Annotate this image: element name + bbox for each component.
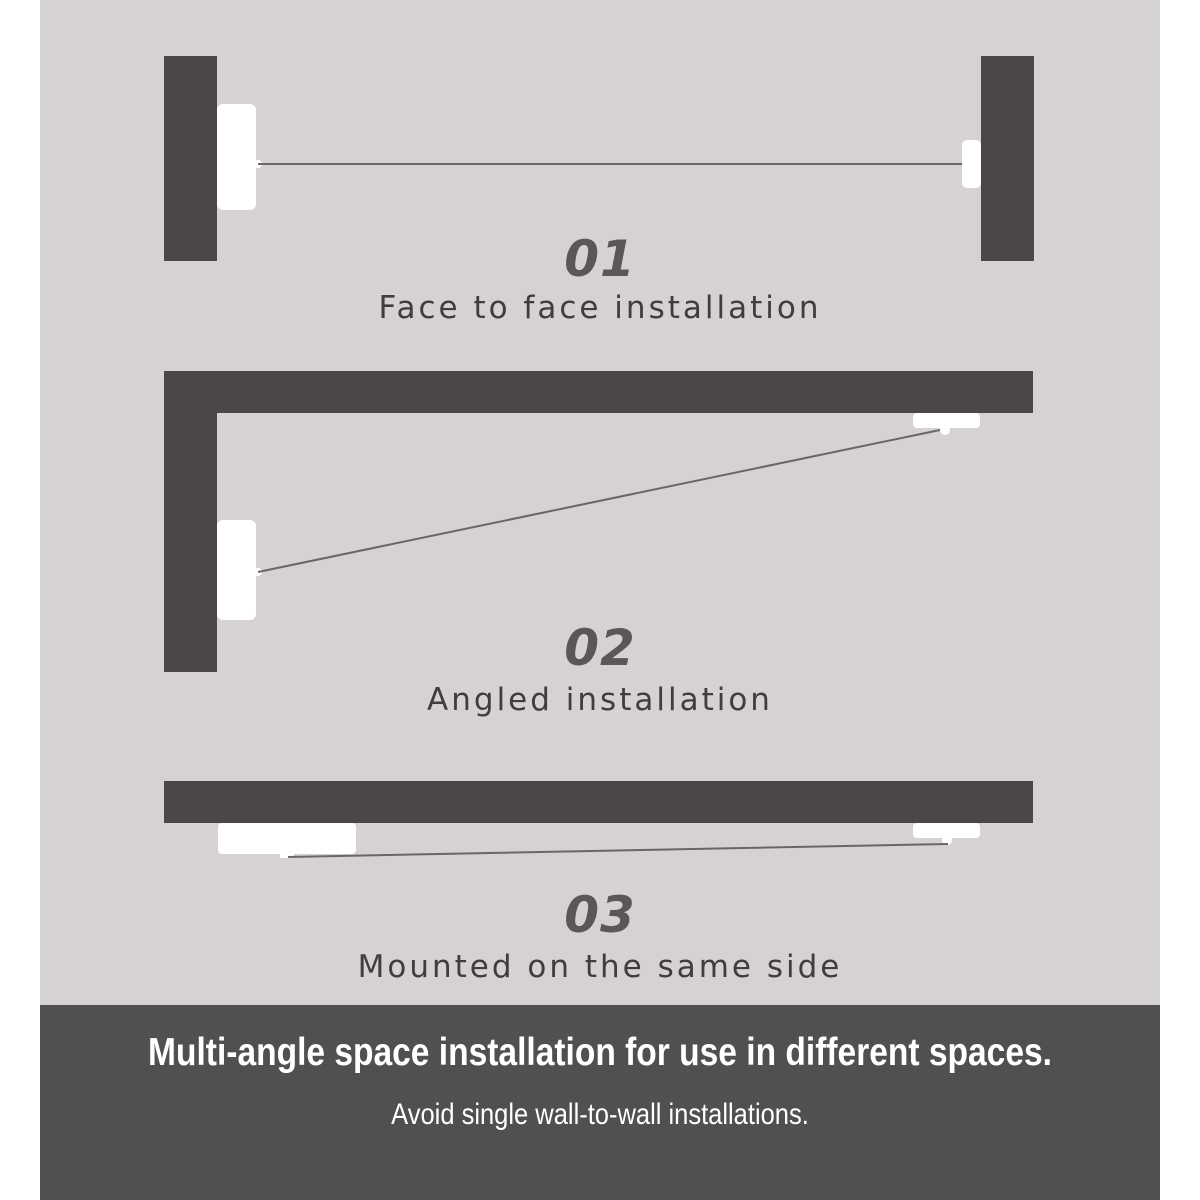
top-wall <box>164 371 1033 413</box>
retractable-line-housing <box>218 823 356 854</box>
banner-title: Multi-angle space installation for use in different spaces. <box>148 1031 1052 1074</box>
step-label-same-side: Mounted on the same side <box>357 949 843 985</box>
retractable-line-housing <box>217 520 256 620</box>
line-hook-mount <box>962 140 981 188</box>
retractable-line-housing <box>217 104 256 210</box>
clothesline <box>288 844 948 857</box>
step-number-01: 01 <box>564 230 636 288</box>
same-side-diagram <box>164 781 1033 858</box>
ceiling-wall <box>164 781 1033 823</box>
right-wall <box>981 56 1034 261</box>
banner-subtitle: Avoid single wall-to-wall installations. <box>391 1098 809 1131</box>
step-number-02: 02 <box>564 619 636 677</box>
step-number-03: 03 <box>564 886 636 944</box>
hook-knob <box>940 425 950 435</box>
clothesline <box>258 430 940 572</box>
step-label-angled: Angled installation <box>427 682 773 718</box>
step-label-face-to-face: Face to face installation <box>378 290 822 326</box>
left-wall <box>164 56 217 261</box>
